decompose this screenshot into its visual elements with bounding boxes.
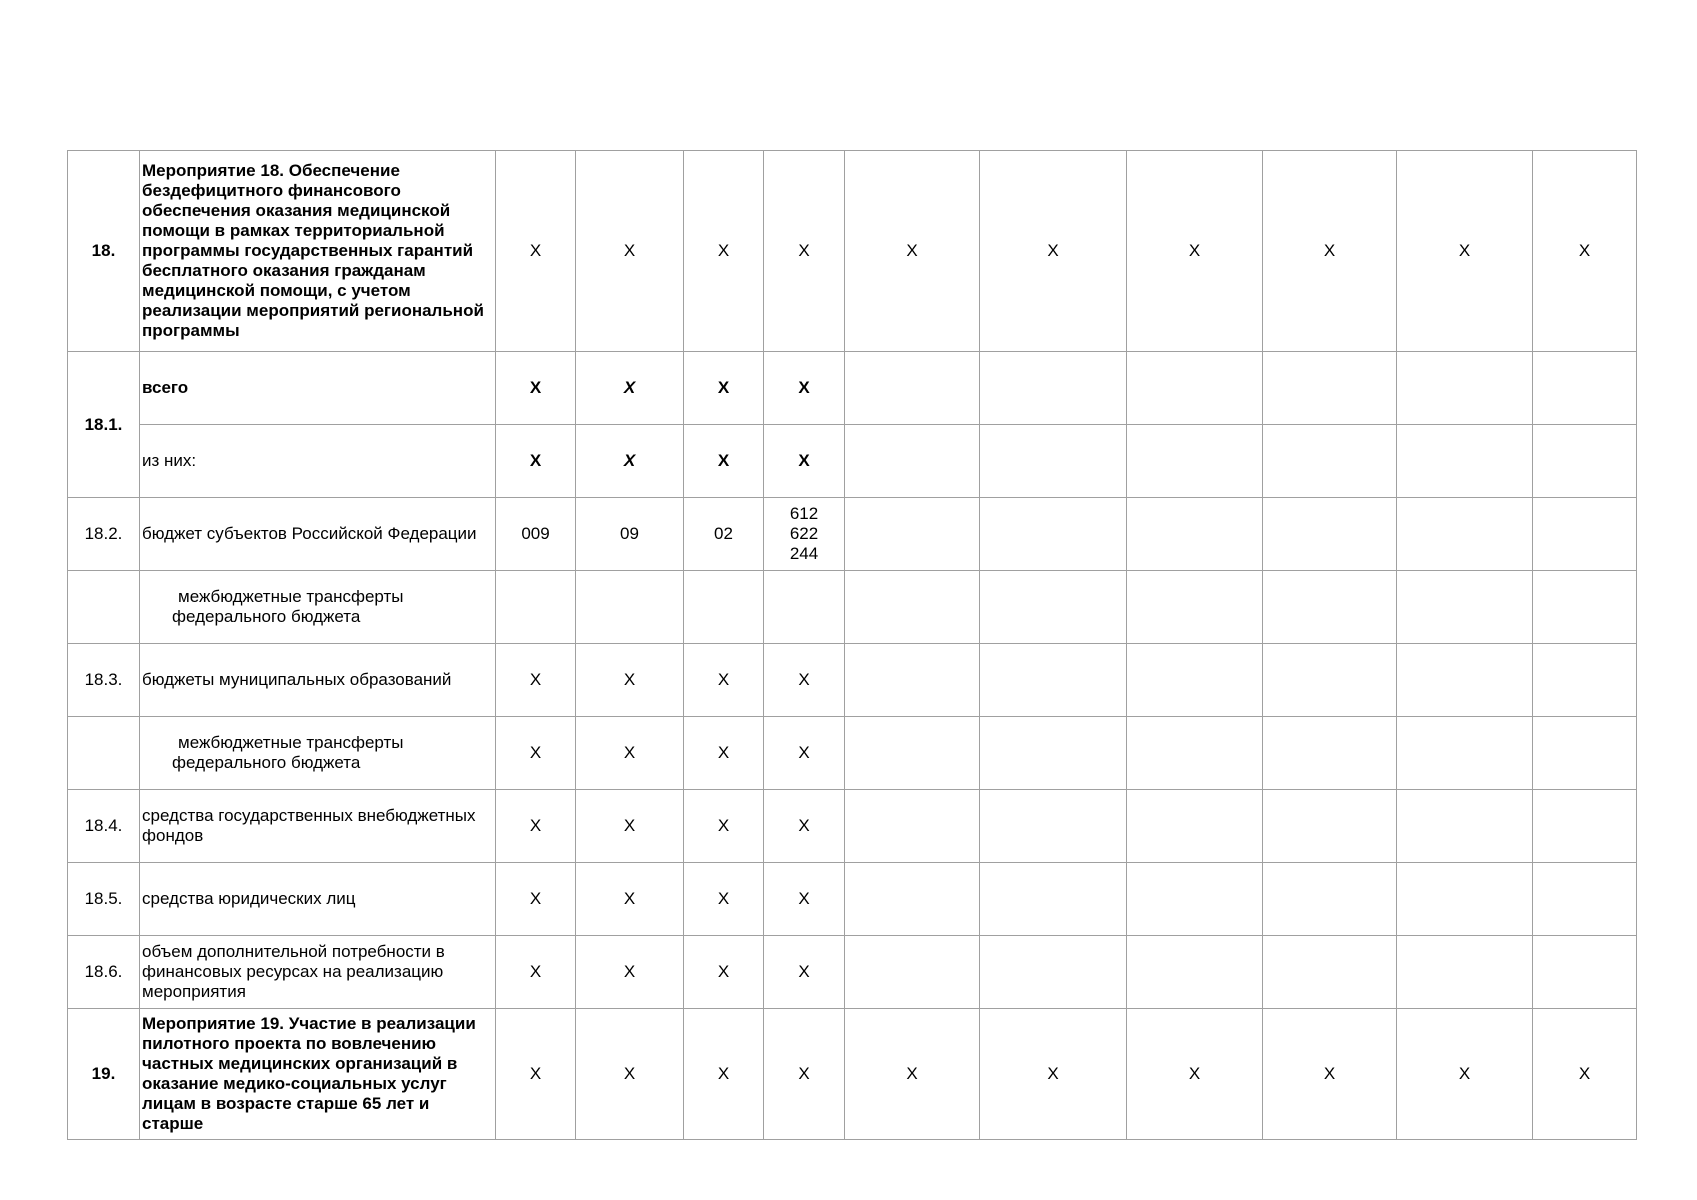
empty-cell bbox=[1533, 425, 1637, 498]
cell-value: X bbox=[496, 644, 576, 717]
cell-value: X bbox=[576, 936, 684, 1009]
empty-cell bbox=[1263, 498, 1397, 571]
cell-value: X bbox=[576, 863, 684, 936]
cell-value: X bbox=[764, 151, 845, 352]
budget-table bbox=[67, 150, 1637, 1140]
cell-value: X bbox=[576, 151, 684, 352]
empty-cell bbox=[1397, 498, 1533, 571]
cell-value: X bbox=[764, 644, 845, 717]
empty-cell bbox=[980, 717, 1127, 790]
empty-cell bbox=[845, 790, 980, 863]
row-description-cell bbox=[140, 717, 496, 790]
empty-cell bbox=[1127, 790, 1263, 863]
row-description: Мероприятие 19. Участие в реализации пилотного проекта по вовлечению частных медицинских организаций в оказание медико-социальных услуг лицам в возрасте старше 65 лет и старше bbox=[140, 1009, 496, 1140]
empty-cell bbox=[980, 790, 1127, 863]
empty-cell bbox=[1127, 571, 1263, 644]
cell-value: X bbox=[980, 1009, 1127, 1140]
cell-value: X bbox=[1263, 151, 1397, 352]
empty-cell bbox=[980, 863, 1127, 936]
empty-cell bbox=[980, 352, 1127, 425]
empty-cell bbox=[1263, 936, 1397, 1009]
cell-value: X bbox=[576, 644, 684, 717]
empty-cell bbox=[1263, 790, 1397, 863]
empty-cell bbox=[1397, 644, 1533, 717]
row-number: 18.5. bbox=[68, 863, 140, 936]
cell-value: X bbox=[576, 1009, 684, 1140]
empty-cell bbox=[845, 863, 980, 936]
row-description: из них: bbox=[140, 425, 496, 498]
empty-cell bbox=[1533, 717, 1637, 790]
empty-cell bbox=[1127, 644, 1263, 717]
empty-cell bbox=[1533, 498, 1637, 571]
cell-value: X bbox=[684, 151, 764, 352]
empty-cell bbox=[980, 498, 1127, 571]
empty-cell bbox=[1533, 571, 1637, 644]
empty-cell bbox=[980, 644, 1127, 717]
empty-cell bbox=[576, 571, 684, 644]
row-description: межбюджетные трансферты федерального бюджета bbox=[172, 587, 404, 626]
table-row-18-4 bbox=[68, 790, 1637, 863]
row-number: 18.1. bbox=[68, 352, 140, 498]
table-row-18 bbox=[68, 151, 1637, 352]
cell-value: X bbox=[1533, 1009, 1637, 1140]
empty-cell bbox=[1263, 717, 1397, 790]
cell-value: X bbox=[576, 425, 684, 498]
empty-cell bbox=[1263, 352, 1397, 425]
cell-value: X bbox=[764, 425, 845, 498]
empty-cell bbox=[1127, 863, 1263, 936]
cell-value: X bbox=[1397, 1009, 1533, 1140]
cell-value: X bbox=[845, 151, 980, 352]
row-description: Мероприятие 18. Обеспечение бездефицитного финансового обеспечения оказания медицинской помощи в рамках территориальной программы государственных гарантий бесплатного оказания гражданам медицинской помощи, с учетом реализации мероприятий региональной программы bbox=[140, 151, 496, 352]
empty-cell bbox=[845, 717, 980, 790]
cell-value: X bbox=[684, 425, 764, 498]
cell-value: X bbox=[496, 425, 576, 498]
cell-value: X bbox=[980, 151, 1127, 352]
empty-cell bbox=[1263, 644, 1397, 717]
cell-value: X bbox=[576, 352, 684, 425]
empty-cell bbox=[68, 717, 140, 790]
cell-value: X bbox=[684, 790, 764, 863]
table-row-18-1 bbox=[68, 352, 1637, 425]
table-row-18-2 bbox=[68, 498, 1637, 571]
row-description: бюджет субъектов Российской Федерации bbox=[140, 498, 496, 571]
cell-value: X bbox=[764, 1009, 845, 1140]
cell-value: X bbox=[496, 790, 576, 863]
cell-value: X bbox=[764, 352, 845, 425]
cell-value: X bbox=[684, 644, 764, 717]
cell-value: X bbox=[684, 1009, 764, 1140]
row-description: всего bbox=[140, 352, 496, 425]
cell-value: X bbox=[496, 1009, 576, 1140]
empty-cell bbox=[845, 425, 980, 498]
row-number: 18.4. bbox=[68, 790, 140, 863]
empty-cell bbox=[68, 571, 140, 644]
empty-cell bbox=[1263, 863, 1397, 936]
table-row-19 bbox=[68, 1009, 1637, 1140]
empty-cell bbox=[1533, 790, 1637, 863]
row-description: средства юридических лиц bbox=[140, 863, 496, 936]
empty-cell bbox=[1127, 936, 1263, 1009]
empty-cell bbox=[1533, 352, 1637, 425]
empty-cell bbox=[845, 571, 980, 644]
empty-cell bbox=[1263, 571, 1397, 644]
table-row-transfers bbox=[68, 571, 1637, 644]
empty-cell bbox=[845, 352, 980, 425]
empty-cell bbox=[845, 498, 980, 571]
empty-cell bbox=[1127, 498, 1263, 571]
empty-cell bbox=[1397, 790, 1533, 863]
table-row-18-3 bbox=[68, 644, 1637, 717]
empty-cell bbox=[1397, 863, 1533, 936]
cell-value: X bbox=[764, 717, 845, 790]
row-number: 18.6. bbox=[68, 936, 140, 1009]
cell-value: X bbox=[684, 863, 764, 936]
table-row-of-them bbox=[68, 425, 1637, 498]
cell-value: X bbox=[684, 936, 764, 1009]
cell-value: X bbox=[1533, 151, 1637, 352]
cell-value: 009 bbox=[496, 498, 576, 571]
cell-value: X bbox=[1397, 151, 1533, 352]
empty-cell bbox=[1127, 717, 1263, 790]
row-description: объем дополнительной потребности в финансовых ресурсах на реализацию мероприятия bbox=[140, 936, 496, 1009]
row-description: бюджеты муниципальных образований bbox=[140, 644, 496, 717]
row-description: средства государственных внебюджетных фондов bbox=[140, 790, 496, 863]
cell-value: X bbox=[496, 936, 576, 1009]
cell-value: X bbox=[684, 717, 764, 790]
empty-cell bbox=[1263, 425, 1397, 498]
cell-value: X bbox=[764, 936, 845, 1009]
cell-value: X bbox=[845, 1009, 980, 1140]
empty-cell bbox=[980, 936, 1127, 1009]
cell-value: X bbox=[764, 790, 845, 863]
cell-value: X bbox=[576, 717, 684, 790]
cell-value: 09 bbox=[576, 498, 684, 571]
empty-cell bbox=[1127, 425, 1263, 498]
empty-cell bbox=[684, 571, 764, 644]
cell-value: X bbox=[684, 352, 764, 425]
empty-cell bbox=[845, 936, 980, 1009]
row-description: межбюджетные трансферты федерального бюджета bbox=[172, 733, 404, 772]
table-row-transfers-2 bbox=[68, 717, 1637, 790]
empty-cell bbox=[1533, 936, 1637, 1009]
row-number: 18.3. bbox=[68, 644, 140, 717]
empty-cell bbox=[1127, 352, 1263, 425]
row-number: 18.2. bbox=[68, 498, 140, 571]
cell-value: X bbox=[496, 352, 576, 425]
row-number: 18. bbox=[68, 151, 140, 352]
cell-value: X bbox=[576, 790, 684, 863]
cell-value: X bbox=[1127, 1009, 1263, 1140]
empty-cell bbox=[1397, 571, 1533, 644]
empty-cell bbox=[1397, 936, 1533, 1009]
empty-cell bbox=[1397, 352, 1533, 425]
cell-value: X bbox=[496, 717, 576, 790]
table-row-18-6 bbox=[68, 936, 1637, 1009]
empty-cell bbox=[980, 425, 1127, 498]
empty-cell bbox=[1397, 717, 1533, 790]
cell-value: X bbox=[764, 863, 845, 936]
empty-cell bbox=[980, 571, 1127, 644]
cell-value: X bbox=[1127, 151, 1263, 352]
row-description-cell bbox=[140, 571, 496, 644]
empty-cell bbox=[1533, 644, 1637, 717]
table-row-18-5 bbox=[68, 863, 1637, 936]
empty-cell bbox=[1533, 863, 1637, 936]
empty-cell bbox=[845, 644, 980, 717]
cell-value: X bbox=[1263, 1009, 1397, 1140]
cell-value: X bbox=[496, 863, 576, 936]
cell-value: X bbox=[496, 151, 576, 352]
cell-value: 612 622 244 bbox=[764, 498, 845, 571]
row-number: 19. bbox=[68, 1009, 140, 1140]
cell-value: 02 bbox=[684, 498, 764, 571]
empty-cell bbox=[764, 571, 845, 644]
empty-cell bbox=[1397, 425, 1533, 498]
empty-cell bbox=[496, 571, 576, 644]
